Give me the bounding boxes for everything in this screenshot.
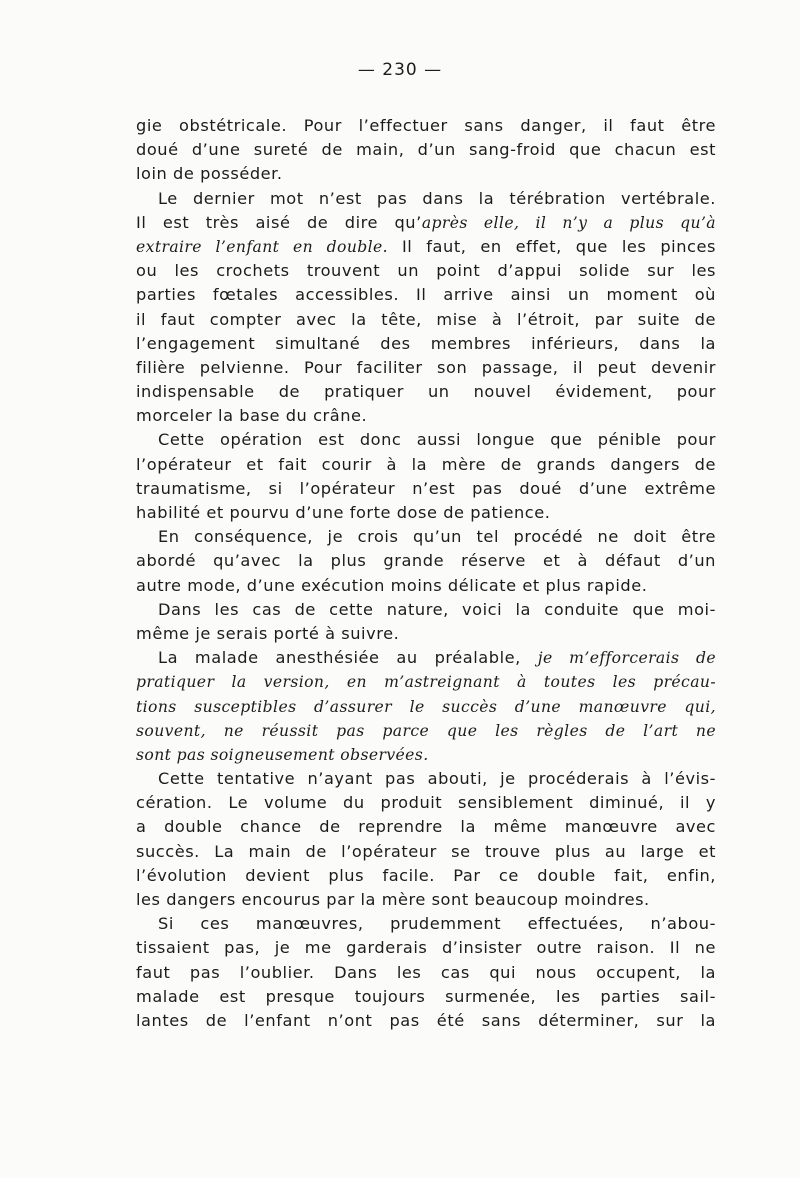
text-line <box>136 888 716 912</box>
text-run: traumatisme, si l’opérateur n’est pas doué d’une extrême <box>136 478 716 498</box>
text-line <box>136 428 716 452</box>
text-line <box>136 961 716 985</box>
text-run: abordé qu’avec la plus grande réserve et à défaut d’un <box>136 551 716 571</box>
text-line <box>136 259 716 283</box>
text-run: il faut compter avec la tête, mise à l’étroit, par suite de <box>136 309 716 329</box>
text-line <box>136 283 716 307</box>
text-line <box>136 791 716 815</box>
text-run: Si ces manœuvres, prudemment effectuées, n’abou- <box>158 914 716 934</box>
text-run: malade est presque toujours surmenée, les parties sail- <box>136 986 716 1006</box>
text-run: cération. Le volume du produit sensiblement diminué, il y <box>136 793 716 813</box>
text-line <box>136 525 716 549</box>
text-run: faut pas l’oublier. Dans les cas qui nous occupent, la <box>136 962 716 982</box>
text-line <box>136 840 716 864</box>
text-line <box>136 211 716 235</box>
text-line <box>136 574 716 598</box>
text-run: Il est très aisé de dire qu’ <box>136 212 422 232</box>
italic-text: après elle, il n’y a plus qu’à <box>421 213 716 232</box>
text-line <box>136 380 716 404</box>
italic-text: pratiquer la version, en m’astreignant à toutes les précau- <box>136 673 716 692</box>
text-run: lantes de l’enfant n’ont pas été sans déterminer, sur la <box>136 1010 716 1030</box>
text-line <box>136 936 716 960</box>
text-line <box>136 501 716 525</box>
text-run: l’opérateur et fait courir à la mère de grands dangers de <box>136 454 716 474</box>
text-line <box>136 815 716 839</box>
text-line <box>136 743 716 767</box>
text-run: En conséquence, je crois qu’un tel procédé ne doit être <box>158 527 716 547</box>
text-line <box>136 622 716 646</box>
text-run: morceler la base du crâne. <box>136 406 368 426</box>
text-run: tissaient pas, je me garderais d’insister outre raison. Il ne <box>136 938 716 958</box>
text-run: l’engagement simultané des membres inférieurs, dans la <box>136 333 716 353</box>
text-line <box>136 332 716 356</box>
text-line <box>136 187 716 211</box>
text-run: Le dernier mot n’est pas dans la térébration vertébrale. <box>158 188 716 208</box>
text-line <box>136 646 716 670</box>
text-run: même je serais porté à suivre. <box>136 623 400 643</box>
text-line <box>136 235 716 259</box>
text-run: a double chance de reprendre la même manœuvre avec <box>136 817 716 837</box>
text-line <box>136 114 716 138</box>
text-run: indispensable de pratiquer un nouvel évidement, pour <box>136 382 716 402</box>
italic-text: sont pas soigneusement observées. <box>136 745 429 764</box>
text-run: les dangers encourus par la mère sont beaucoup moindres. <box>136 890 650 909</box>
text-run: Il faut, en effet, que les pinces <box>388 236 716 256</box>
text-run: ou les crochets trouvent un point d’appui solide sur les <box>136 261 716 281</box>
text-line <box>136 1009 716 1033</box>
text-line <box>136 985 716 1009</box>
text-run: loin de posséder. <box>136 164 283 184</box>
text-run: gie obstétricale. Pour l’effectuer sans danger, il faut être <box>136 116 716 135</box>
text-line <box>136 598 716 622</box>
italic-text: tions susceptibles d’assurer le succès d’une manœuvre qui, <box>136 697 716 716</box>
text-run: habilité et pourvu d’une forte dose de patience. <box>136 503 551 522</box>
body-text <box>136 114 716 1033</box>
page-number: — 230 — <box>357 60 443 80</box>
text-line <box>136 695 716 719</box>
italic-text: je m’efforcerais de <box>537 649 716 668</box>
italic-text: souvent, ne réussit pas parce que les règles de l’art ne <box>136 721 716 740</box>
text-run: parties fœtales accessibles. Il arrive ainsi un moment où <box>136 285 716 305</box>
text-run: Dans les cas de cette nature, voici la conduite que moi- <box>158 599 716 619</box>
text-line <box>136 162 716 186</box>
text-line <box>136 138 716 162</box>
text-line <box>136 864 716 888</box>
text-line <box>136 549 716 573</box>
italic-text: extraire l’enfant en double. <box>136 237 389 256</box>
text-line <box>136 453 716 477</box>
text-line <box>136 308 716 332</box>
text-line <box>136 356 716 380</box>
text-run: l’évolution devient plus facile. Par ce double fait, enfin, <box>136 865 716 885</box>
text-line <box>136 912 716 936</box>
text-line <box>136 719 716 743</box>
text-run: succès. La main de l’opérateur se trouve plus au large et <box>136 841 716 861</box>
text-run: Cette opération est donc aussi longue que pénible pour <box>158 430 716 450</box>
text-run: doué d’une sureté de main, d’un sang-froid que chacun est <box>136 140 716 160</box>
text-line <box>136 767 716 791</box>
text-line <box>136 670 716 694</box>
text-run: Cette tentative n’ayant pas abouti, je procéderais à l’évis- <box>158 769 716 789</box>
text-line <box>136 477 716 501</box>
text-run: filière pelvienne. Pour faciliter son passage, il peut devenir <box>136 357 716 377</box>
text-run: La malade anesthésiée au préalable, <box>158 648 538 668</box>
text-run: autre mode, d’une exécution moins délicate et plus rapide. <box>136 575 648 595</box>
text-line <box>136 404 716 428</box>
